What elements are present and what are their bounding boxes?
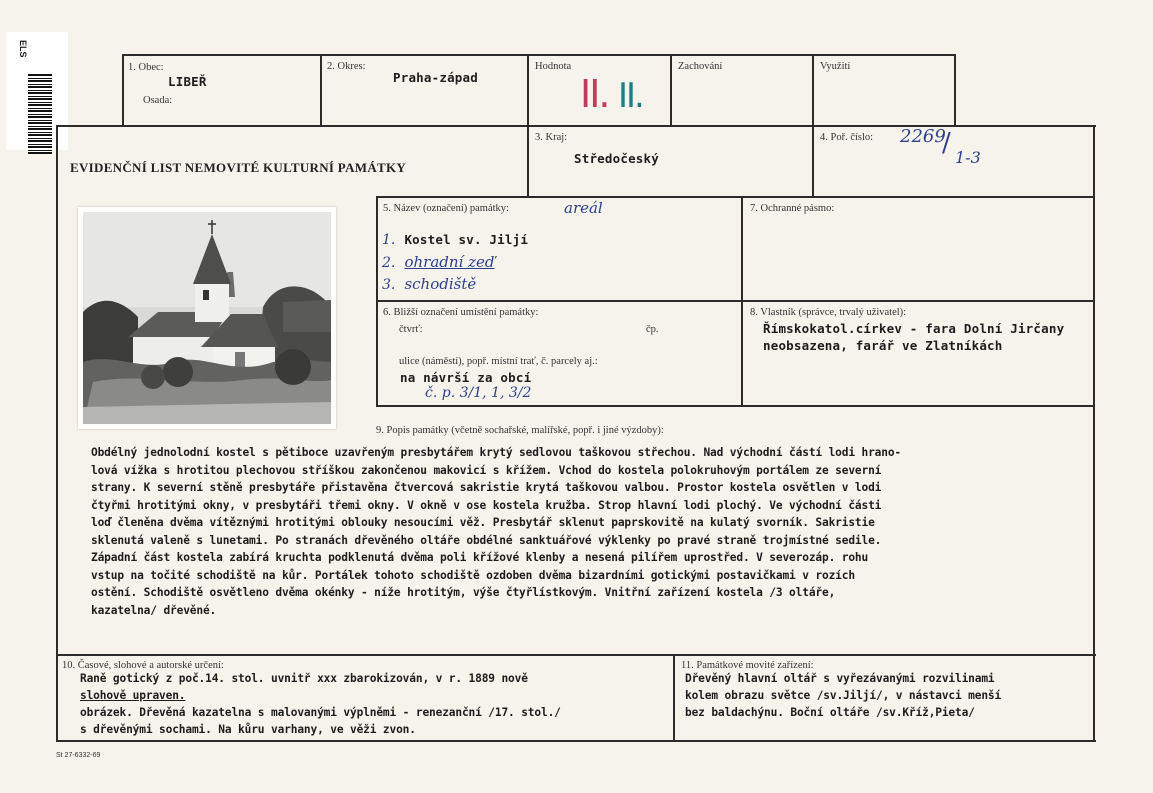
casove-line: Raně gotický z poč.14. stol. uvnitř xxx zbarokizován, v r. 1889 nově (80, 672, 528, 685)
okres-value: Praha-západ (393, 70, 478, 85)
hodnota-label: Hodnota (535, 61, 572, 72)
barcode-sticker (6, 32, 68, 150)
por-cislo-sub: 1-3 (955, 148, 981, 167)
monument-photo (78, 207, 336, 429)
vlastnik-line-2: neobsazena, farář ve Zlatníkách (763, 338, 1003, 353)
popis-text (91, 446, 901, 621)
vyuziti-label: Využití (820, 61, 851, 72)
obec-value: LIBEŘ (168, 74, 207, 89)
popis-line: strany. K severní stěně presbytáře přistavěna čtvercová sakristie krytá taškovou valbou. Prostor kostela osvětlen v lodi (91, 481, 882, 494)
barcode-label: ELS (18, 40, 28, 58)
popis-line: loď členěna dvěma vítěznými hrotitými oblouky nesoucími věž. Presbytář sklenut paprskovitě na kulatý svorník. Sakristie (91, 516, 875, 529)
popis-line: čtyřmi hrotitými okny, v presbytáři třemi okny. V okně v ose kostela kružba. Strop hlavní lodi plochý. Ve východní části (91, 498, 882, 512)
osada-label: Osada: (143, 95, 173, 106)
popis-line: sklenutá valeně s lunetami. Po stranách dřevěného oltáře obdélné sanktuářové výklenky po pravé straně trojmístné sedile. (91, 533, 882, 547)
blizsi-label: 6. Bližší označení umístění památky: (383, 307, 539, 318)
ulice-label: ulice (náměstí), popř. místní trať, č. parcely aj.: (399, 356, 598, 367)
vlastnik-line-1: Římskokatol.církev - fara Dolní Jirčany (763, 321, 1065, 336)
popis-line: kazatelna/ dřevěné. (91, 603, 217, 617)
ochranne-label: 7. Ochranné pásmo: (750, 203, 835, 214)
hodnota-value-red: II. (580, 72, 609, 116)
ctvrt-label: čtvrť: (399, 324, 423, 335)
church-photo-image (83, 212, 331, 424)
kraj-value: Středočeský (574, 151, 659, 166)
nazev-label: 5. Název (označení) památky: (383, 203, 509, 214)
nazev-item-2-text: ohradní zeď (404, 253, 495, 271)
form-title: EVIDENČNÍ LIST NEMOVITÉ KULTURNÍ PAMÁTKY (70, 160, 407, 175)
casove-line: s dřevěnými sochami. Na kůru varhany, ve věži zvon. (80, 723, 416, 736)
nazev-item-3-text: schodiště (404, 275, 477, 293)
popis-line: vstup na točité schodiště na kůr. Portálek tohoto schodiště ozdoben dvěma bizardními gotickými postavičkami v rozích (91, 568, 855, 582)
casove-line: slohově upraven. (80, 689, 186, 702)
por-cislo-slash: / (942, 128, 951, 158)
cp-label: čp. (646, 324, 659, 335)
popis-line: Obdélný jednolodní kostel s pětiboce uzavřeným presbytářem krytý sedlovou taškovou střechou. Nad východní částí lodi hrano- (91, 446, 902, 459)
hodnota-value-teal: II. (618, 76, 643, 116)
nazev-item-2 (382, 252, 494, 271)
nazev-item-1-text: Kostel sv. Jiljí (404, 232, 529, 247)
form-code: St 27-6332-69 (56, 752, 101, 759)
kraj-label: 3. Kraj: (535, 132, 568, 143)
movite-text (685, 670, 1001, 721)
por-cislo-value: 2269 (900, 126, 946, 147)
zachovani-label: Zachování (678, 61, 723, 72)
popis-line: Západní část kostela zabírá kruchta podklenutá dvěma poli křížové klenby a nesená pilířem uprostřed. V severozáp. rohu (91, 551, 869, 564)
nazev-item-1-num: 1. (382, 232, 396, 248)
nazev-item-1 (382, 229, 528, 248)
popis-label: 9. Popis památky (včetně sochařské, malířské, popř. i jiné výzdoby): (376, 425, 664, 436)
okres-label: 2. Okres: (327, 61, 366, 72)
movite-line: kolem obrazu světce /sv.Jiljí/, v nástavci menší (685, 689, 1002, 702)
nazev-item-3-num: 3. (382, 277, 396, 293)
ulice-value: na návrší za obcí (400, 370, 532, 385)
nazev-note: areál (564, 199, 603, 217)
casove-text (80, 670, 561, 738)
parcely-value: č. p. 3/1, 1, 3/2 (425, 385, 532, 401)
popis-line: lová vížka s hrotitou plechovou stříškou zakončenou makovicí s křížem. Vchod do kostela polokruhovým portálem ze severní (91, 463, 882, 477)
nazev-item-3 (382, 274, 476, 293)
movite-line: Dřevěný hlavní oltář s vyřezávanými rozvilinami (685, 672, 995, 685)
movite-label: 11. Památkové movité zařízení: (681, 660, 814, 671)
movite-line: bez baldachýnu. Boční oltáře /sv.Kříž,Pieta/ (685, 706, 975, 719)
casove-line: obrázek. Dřevěná kazatelna s malovanými výplněmi - renezanční /17. stol./ (80, 706, 561, 719)
por-cislo-label: 4. Poř. číslo: (820, 132, 874, 143)
vlastnik-label: 8. Vlastník (správce, trvalý uživatel): (750, 307, 907, 318)
popis-line: ostění. Schodiště osvětleno dvěma okénky - níže hrotitým, výše čtyřlístkovým. Vnitřní zařízení kostela /3 oltáře, (91, 586, 836, 599)
nazev-item-2-num: 2. (382, 255, 396, 271)
casove-label: 10. Časové, slohové a autorské určení: (62, 660, 224, 671)
obec-label: 1. Obec: (128, 62, 164, 73)
barcode-icon (28, 74, 52, 154)
